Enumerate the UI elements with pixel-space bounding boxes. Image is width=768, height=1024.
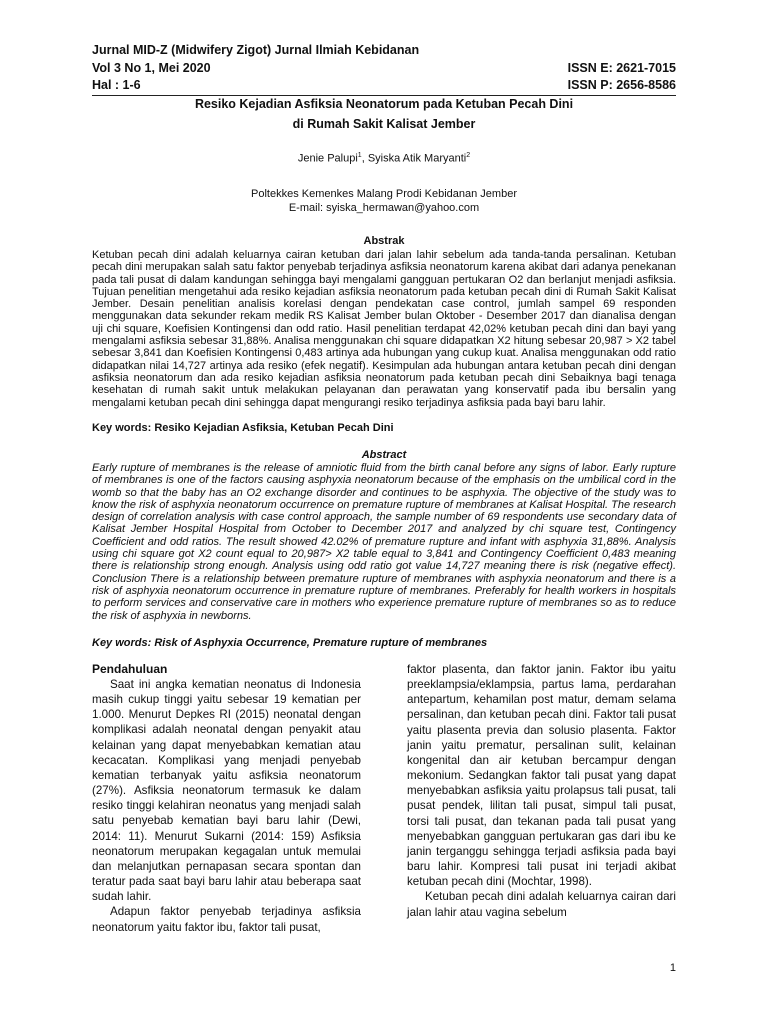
issn-electronic: ISSN E: 2621-7015 <box>567 61 676 75</box>
journal-name: Jurnal MID-Z (Midwifery Zigot) Jurnal Ilmiah Kebidanan <box>92 43 420 57</box>
intro-paragraph-2: Adapun faktor penyebab terjadinya asfiksia neonatorum yaitu faktor ibu, faktor tali pusat, <box>92 905 361 934</box>
abstrak-heading: Abstrak <box>363 235 405 247</box>
article-title-line-1: Resiko Kejadian Asfiksia Neonatorum pada Ketuban Pecah Dini <box>194 97 574 111</box>
authors <box>92 149 676 166</box>
author-2-affiliation-mark: 2 <box>466 152 471 159</box>
author-2: Syiska Atik Maryanti <box>367 152 467 165</box>
column-left <box>92 662 361 935</box>
author-1: Jenie Palupi <box>297 152 358 165</box>
article-title-line-2: di Rumah Sakit Kalisat Jember <box>292 117 476 131</box>
volume-info: Vol 3 No 1, Mei 2020 <box>92 61 211 75</box>
intro-paragraph-2-continued: faktor plasenta, dan faktor janin. Faktor ibu yaitu preeklampsia/eklampsia, partus lama, perdarahan antepartum, kehamilan post matur, demam selama persalinan, dan ketuban pecah dini. Faktor tali pusat yaitu plasenta previa dan solusio plasenta. Faktor janin yaitu prematur, persalinan sulit, kelainan kongenital dan air ketuban bercampur dengan mekonium. Sedangkan faktor tali pusat yang dapat menyebabkan asfiksia yaitu prolapsus tali pusat, tali pusat pendek, lilitan tali pusat, simpul tali pusat, torsi tali pusat, dan tekanan pada tali pusat yang menyebabkan gangguan pertukaran gas dari ibu ke janin terganggu sehingga terjadi asfiksia pada bayi baru lahir. Kompresi tali pusat ini terjadi akibat ketuban pecah dini (Mochtar, 1998). <box>407 663 676 889</box>
abstract-body: Early rupture of membranes is the release of amniotic fluid from the birth canal before any signs of labor. Early rupture of membranes is one of the factors causing asphyxia neonatorum because of the emphasis on the umbilical cord in the womb so that the baby has an O2 exchange disorder and continues to be asphyxia. The objective of the study was to know the risk of asphyxia neonatorum occurrence on premature rupture of membranes at Kalisat Hospital. The research design of correlation analysis with case control approach, the sample number of 69 respondents use secondary data of Kalisat Jember Hospital Hospital from October to December 2017 and analyzed by chi square test, Contingency Coefficient and odd ratios. The result showed 42.02% of premature rupture and infant with asphyxia 31,88%. Analysis using chi square got X2 count equal to 20,987> X2 table equal to 3,841 and Contingency Coefficient 0,483 meaning there is relationship strong enough. Analysis using odd ratio got value 14,727 meaning there is risk (negative effect). Conclusion There is a relationship between premature rupture of membranes with asphyxia neonatorum and there is a risk of asphyxia neonatorum occurrence in premature rupture of membranes. Preferably for health workers in hospitals to perform services and conservative care in mothers who experience premature rupture of membranes so as to reduce the risk of asphyxia in newborns. <box>92 462 676 622</box>
intro-paragraph-3: Ketuban pecah dini adalah keluarnya cairan dari jalan lahir atau vagina sebelum <box>407 890 676 919</box>
abstrak-keywords: Key words: Resiko Kejadian Asfiksia, Ketuban Pecah Dini <box>92 422 394 434</box>
section-heading: Pendahuluan <box>92 662 168 676</box>
page-range: Hal : 1-6 <box>92 78 141 92</box>
author-email: E-mail: syiska_hermawan@yahoo.com <box>288 202 480 214</box>
abstract-keywords: Key words: Risk of Asphyxia Occurrence, Premature rupture of membranes <box>92 637 488 649</box>
affiliation: Poltekkes Kemenkes Malang Prodi Kebidanan Jember <box>251 188 517 200</box>
author-1-affiliation-mark: 1 <box>357 152 362 159</box>
author-separator: , <box>361 152 368 165</box>
abstract-heading: Abstract <box>361 449 407 461</box>
header-divider <box>92 95 676 96</box>
intro-paragraph-1: Saat ini angka kematian neonatus di Indonesia masih cukup tinggi yaitu sebesar 19 kematian per 1.000. Menurut Depkes RI (2015) neonatal dengan komplikasi adalah neonatal dengan penyakit atau kelainan yang dapat menyebabkan kematian atau kecacatan. Komplikasi yang menjadi penyebab kematian terbanyak yaitu asfiksia neonatorum (27%). Asfiksia neonatorum termasuk ke dalam resiko tinggi kelahiran neonatus yang menjadi salah satu penyebab kematian bayi baru lahir (Dewi, 2014: 11). Menurut Sukarni (2014: 159) Asfiksia neonatorum merupakan kegagalan untuk memulai dan melanjutkan pernapasan secara spontan dan teratur pada saat bayi baru lahir atau beberapa saat sudah lahir. <box>92 678 361 904</box>
column-right <box>407 662 676 920</box>
abstrak-body: Ketuban pecah dini adalah keluarnya cairan ketuban dari jalan lahir sebelum ada tanda-tanda persalinan. Ketuban pecah dini merupakan salah satu faktor penyebab terjadinya asfiksia neonatorum karena akibat dari adanya penekanan pada tali pusat di dalam kandungan sehingga bayi mengalami gangguan pertukaran O2 dan berlanjut menjadi asfiksia. Tujuan penelitian mengetahui ada resiko kejadian asfiksia neonatorum pada ketuban pecah dini di Rumah Sakit Kalisat Jember. Desain penelitian analisis korelasi dengan pendekatan case control, jumlah sampel 69 responden menggunakan data sekunder rekam medik RS Kalisat Jember bulan Oktober - Desember 2017 dan dianalisa dengan uji chi square, Koefisien Kontingensi dan odd ratio. Hasil penelitian terdapat 42,02% ketuban pecah dini dan bayi yang mengalami asfiksia sebesar 31,88%. Analisa menggunakan chi square didapatkan X2 hitung sebesar 20,987 > X2 tabel sebesar 3,841 dan Koefisien Kontingensi 0,483 artinya ada hubungan yang cukup kuat. Analisa menggunakan odd ratio didapatkan nilai 14,727 artinya ada resiko (efek negatif). Kesimpulan ada hubungan antara ketuban pecah dini dengan asfiksia neonatorum dan ada resiko kejadian asfiksia neonatorum pada ketuban pecah dini Sebaiknya bagi tenaga kesehatan di rumah sakit untuk melakukan pelayanan dan perawatan yang konservatif pada ibu bersalin yang mengalami ketuban pecah dini sehingga dapat mengurangi resiko terjadinya asfiksia pada bayi baru lahir. <box>92 249 676 409</box>
issn-print: ISSN P: 2656-8586 <box>567 78 676 92</box>
page-number: 1 <box>669 962 676 974</box>
